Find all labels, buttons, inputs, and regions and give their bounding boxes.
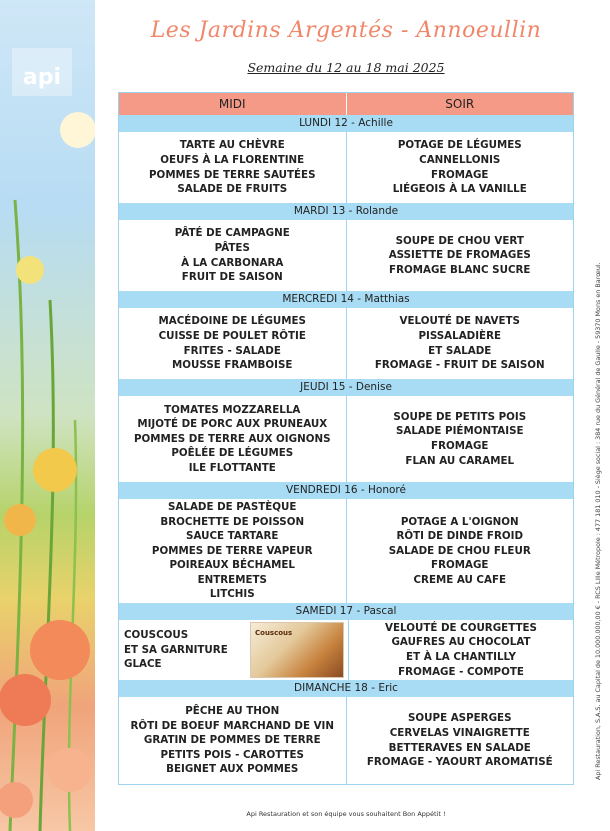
dinner-cell (346, 396, 574, 482)
dish: SAUCE TARTARE (186, 530, 279, 543)
dish: FROMAGE - FRUIT DE SAISON (374, 359, 545, 372)
day-menu (119, 697, 573, 784)
dish: POÊLÉE DE LÉGUMES (171, 447, 294, 460)
dish: PÊCHE AU THON (185, 705, 280, 718)
day-header: DIMANCHE 18 - Eric (119, 680, 573, 697)
dish: MOUSSE FRAMBOISE (172, 359, 293, 372)
dish: ENTREMETS (197, 573, 267, 586)
lunch-header: MIDI (218, 97, 246, 111)
dish: LIÉGEOIS À LA VANILLE (392, 183, 527, 196)
day-menu (119, 499, 573, 603)
dish: BEIGNET AUX POMMES (166, 763, 299, 776)
dish: CANNELLONIS (419, 153, 501, 166)
day-header: JEUDI 15 - Denise (119, 379, 573, 396)
dish: SALADE DE FRUITS (177, 183, 288, 196)
dinner-cell (348, 620, 573, 680)
dish: BETTERAVES EN SALADE (388, 741, 531, 754)
dish: MACÉDOINE DE LÉGUMES (158, 315, 306, 328)
dish: SALADE DE PASTÈQUE (168, 500, 297, 513)
dish: ILE FLOTTANTE (188, 461, 276, 474)
dish: GRATIN DE POMMES DE TERRE (143, 734, 321, 747)
menu-table (118, 92, 574, 785)
dinner-cell (346, 308, 574, 379)
dish: RÔTI DE DINDE FROID (396, 530, 524, 543)
dish: SOUPE DE PETITS POIS (393, 410, 527, 423)
day-menu (119, 620, 573, 680)
dish: MIJOTÉ DE PORC AUX PRUNEAUX (137, 418, 328, 431)
dinner-cell (346, 132, 574, 203)
api-logo: api (12, 48, 72, 96)
day-menu (119, 308, 573, 379)
dish: ET SALADE (428, 344, 492, 357)
lunch-cell (119, 132, 346, 203)
flower-decoration (0, 0, 95, 831)
dish: FROMAGE (431, 440, 489, 452)
dish: ET SA GARNITURE (124, 643, 228, 656)
dinner-cell (346, 499, 574, 603)
dish: SALADE PIÉMONTAISE (395, 425, 524, 438)
day-menu (119, 220, 573, 291)
page-title: Les Jardins Argentés - Annoeullin (150, 18, 542, 43)
dish: VELOUTÉ DE NAVETS (399, 315, 520, 328)
lunch-cell (119, 620, 348, 680)
dish: CREME AU CAFE (413, 573, 507, 586)
dish: TOMATES MOZZARELLA (164, 403, 301, 416)
lunch-cell (119, 499, 346, 603)
footer-message: Api Restauration et son équipe vous souhaitent Bon Appétit ! (246, 810, 446, 818)
dish: POTAGE DE LÉGUMES (397, 139, 522, 152)
dish: SOUPE ASPERGES (408, 712, 512, 725)
dish: POMMES DE TERRE SAUTÉES (149, 168, 316, 181)
dish: FROMAGE - YAOURT AROMATISÉ (366, 756, 553, 769)
dish: POIREAUX BÉCHAMEL (169, 559, 295, 572)
dish: BROCHETTE DE POISSON (160, 515, 305, 528)
dish: GLACE (124, 658, 162, 671)
couscous-book-image (250, 622, 344, 678)
dish: ASSIETTE DE FROMAGES (388, 249, 531, 262)
dinner-header: SOIR (346, 93, 574, 115)
lunch-cell (119, 220, 346, 291)
dish: COUSCOUS (124, 629, 189, 642)
dish: PÂTÉ DE CAMPAGNE (174, 227, 290, 240)
week-range: Semaine du 12 au 18 mai 2025 (247, 60, 445, 75)
dish: PISSALADIÈRE (418, 329, 502, 342)
day-header: MARDI 13 - Rolande (119, 203, 573, 220)
dish: SOUPE DE CHOU VERT (395, 234, 524, 247)
lunch-cell (119, 396, 346, 482)
dish: VELOUTÉ DE COURGETTES (385, 621, 537, 634)
day-menu (119, 132, 573, 203)
legal-notice: Api Restauration, S.A.S. au Capital de 10.000.000,00 € - RCS Lille Métropole : 477 181 010 - Siège social : 384 rue du Général de Gaulle - 59370 Mons en Barœul. (594, 262, 602, 780)
dish: PETITS POIS - CAROTTES (160, 748, 304, 761)
dinner-cell (346, 220, 574, 291)
dish: FLAN AU CARAMEL (405, 454, 515, 467)
dish: RÔTI DE BOEUF MARCHAND DE VIN (130, 719, 335, 732)
dish: POMMES DE TERRE AUX OIGNONS (133, 432, 331, 445)
day-header: MERCREDI 14 - Matthias (119, 291, 573, 308)
dish: FROMAGE - COMPOTE (398, 665, 524, 678)
dish: GAUFRES AU CHOCOLAT (391, 636, 531, 649)
lunch-cell (119, 697, 346, 784)
dinner-cell (346, 697, 574, 784)
dish: PÂTES (214, 241, 250, 254)
dish: FRUIT DE SAISON (181, 271, 283, 284)
dish: POMMES DE TERRE VAPEUR (151, 544, 313, 557)
dish: CERVELAS VINAIGRETTE (389, 726, 530, 739)
dish: FROMAGE BLANC SUCRE (389, 263, 531, 276)
day-header: LUNDI 12 - Achille (119, 115, 573, 132)
dish: ET À LA CHANTILLY (406, 651, 516, 663)
dish: OEUFS À LA FLORENTINE (160, 153, 305, 166)
day-menu (119, 396, 573, 482)
dish: FROMAGE (431, 559, 489, 572)
dish: POTAGE A L'OIGNON (400, 515, 519, 528)
dish: TARTE AU CHÈVRE (179, 139, 285, 152)
dish: CUISSE DE POULET RÔTIE (158, 329, 306, 342)
day-header: SAMEDI 17 - Pascal (119, 603, 573, 620)
book-caption: Couscous (255, 629, 293, 637)
lunch-cell (119, 308, 346, 379)
day-header: VENDREDI 16 - Honoré (119, 482, 573, 499)
dish: À LA CARBONARA (181, 256, 284, 269)
flower-illustration (0, 0, 95, 831)
dish: FROMAGE (431, 168, 489, 181)
dish: FRITES - SALADE (183, 344, 281, 357)
dish: SALADE DE CHOU FLEUR (388, 544, 531, 557)
dish: LITCHIS (209, 588, 255, 601)
menu-header-row (119, 93, 573, 115)
